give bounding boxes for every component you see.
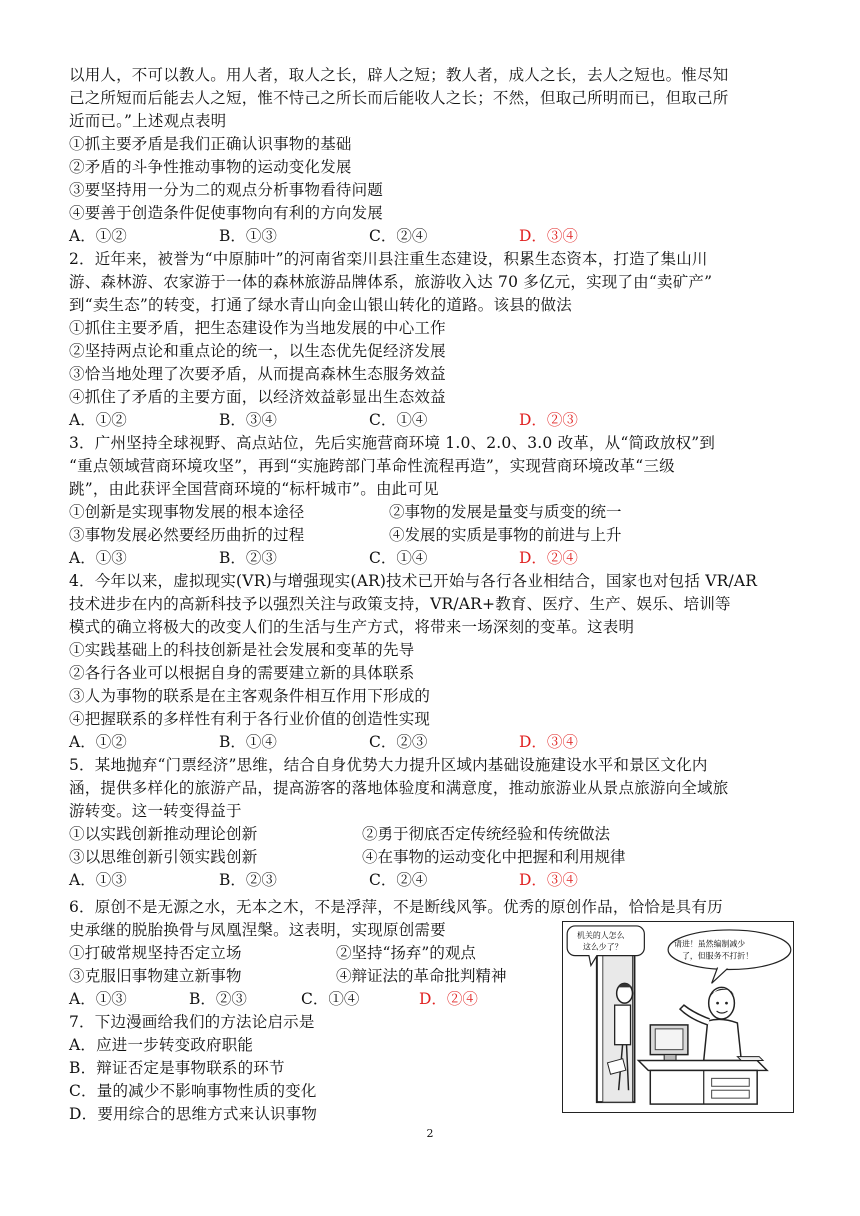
q4-option-d-answer: D．③④ <box>519 733 578 751</box>
q2-statement: ③恰当地处理了次要矛盾，从而提高森林生态服务效益 <box>69 365 446 383</box>
q6-statement: ④辩证法的革命批判精神 <box>336 967 507 985</box>
q5-option-c: C．②④ <box>369 871 428 889</box>
q6-option-d-answer: D．②④ <box>419 990 478 1008</box>
q2-option-d-answer: D．②③ <box>519 411 578 429</box>
q4-text-line: 模式的确立将极大的改变人们的生活与生产方式，将带来一场深刻的变革。这表明 <box>69 618 635 636</box>
q1-text-line: 以用人，不可以教人。用人者，取人之长，辟人之短；教人者，成人之长，去人之短也。惟尽知 <box>69 66 729 84</box>
q3-statement: ①创新是实现事物发展的根本途径 <box>69 503 305 521</box>
q7-option-c: C．量的减少不影响事物性质的变化 <box>69 1082 317 1100</box>
q4-text-line: 技术进步在内的高新科技予以强烈关注与政策支持，VR/AR+教育、医疗、生产、娱乐、培训等 <box>69 595 731 613</box>
q4-option-c: C．②③ <box>369 733 428 751</box>
q3-text-line: 3．广州坚持全球视野、高点站位，先后实施营商环境 1.0、2.0、3.0 改革，从“简政放权”到 <box>69 434 716 452</box>
q5-statement: ③以思维创新引领实践创新 <box>69 848 258 866</box>
q2-text-line: 到“卖生态”的转变，打通了绿水青山向金山银山转化的道路。该县的做法 <box>69 296 572 314</box>
q1-statement: ③要坚持用一分为二的观点分析事物看待问题 <box>69 181 384 199</box>
q5-text-line: 游转变。这一转变得益于 <box>69 802 242 820</box>
q5-statement: ④在事物的运动变化中把握和利用规律 <box>362 848 626 866</box>
q7-text-line: 7．下边漫画给我们的方法论启示是 <box>69 1013 315 1031</box>
q7-option-d: D．要用综合的思维方式来认识事物 <box>69 1105 318 1123</box>
q6-statement: ①打破常规坚持否定立场 <box>69 944 242 962</box>
q6-statement: ②坚持“扬弃”的观点 <box>336 944 476 962</box>
q7-option-b: B．辩证否定是事物联系的环节 <box>69 1059 285 1077</box>
q6-statement: ③克服旧事物建立新事物 <box>69 967 242 985</box>
q3-option-a: A．①③ <box>69 549 127 567</box>
q5-statement: ①以实践创新推动理论创新 <box>69 825 258 843</box>
q2-statement: ④抓住了矛盾的主要方面，以经济效益彰显出生态效益 <box>69 388 446 406</box>
cartoon-right-bubble-line: 了，但服务不打折！ <box>681 951 754 961</box>
q1-option-a: A．①② <box>69 227 127 245</box>
q1-statement: ④要善于创造条件促使事物向有利的方向发展 <box>69 204 384 222</box>
q5-statement: ②勇于彻底否定传统经验和传统做法 <box>362 825 611 843</box>
q3-text-line: “重点领域营商环境攻坚”，再到“实施跨部门革命性流程再造”，实现营商环境改革“三级 <box>69 457 675 475</box>
q5-option-a: A．①③ <box>69 871 127 889</box>
cartoon-right-bubble-line: 请进！虽然编制减少 <box>674 939 746 949</box>
q2-option-b: B．③④ <box>219 411 277 429</box>
q3-option-c: C．①④ <box>369 549 428 567</box>
q6-option-c: C．①④ <box>301 990 360 1008</box>
q2-text-line: 游、森林游、农家游于一体的森林旅游品牌体系，旅游收入达 70 多亿元，实现了由“卖矿产” <box>69 273 713 291</box>
cartoon-left-bubble-line: 机关的人怎么 <box>577 930 625 940</box>
cartoon-illustration <box>562 921 794 1113</box>
q5-option-d-answer: D．③④ <box>519 871 578 889</box>
q5-text-line: 涵，提供多样化的旅游产品，提高游客的落地体验度和满意度，推动旅游业从景点旅游向全域旅 <box>69 779 729 797</box>
q3-statement: ④发展的实质是事物的前进与上升 <box>389 526 622 544</box>
q5-text-line: 5．某地抛弃“门票经济”思维，结合自身优势大力提升区域内基础设施建设水平和景区文化内 <box>69 756 708 774</box>
q3-statement: ②事物的发展是量变与质变的统一 <box>389 503 622 521</box>
q1-text-line: 近而已。”上述观点表明 <box>69 112 227 130</box>
q5-option-b: B．②③ <box>219 871 277 889</box>
page-number: 2 <box>426 1127 434 1140</box>
q4-statement: ①实践基础上的科技创新是社会发展和变革的先导 <box>69 641 415 659</box>
q4-statement: ④把握联系的多样性有利于各行业价值的创造性实现 <box>69 710 431 728</box>
q2-option-c: C．①④ <box>369 411 428 429</box>
q6-option-b: B．②③ <box>189 990 247 1008</box>
cartoon-left-bubble-line: 这么少了？ <box>583 942 623 952</box>
q3-statement: ③事物发展必然要经历曲折的过程 <box>69 526 305 544</box>
q4-option-b: B．①④ <box>219 733 277 751</box>
q2-statement: ①抓住主要矛盾，把生态建设作为当地发展的中心工作 <box>69 319 446 337</box>
q4-statement: ②各行各业可以根据自身的需要建立新的具体联系 <box>69 664 415 682</box>
q2-text-line: 2．近年来，被誉为“中原肺叶”的河南省栾川县注重生态建设，积累生态资本，打造了集山川 <box>69 250 708 268</box>
q7-option-a: A．应进一步转变政府职能 <box>69 1036 254 1054</box>
q2-statement: ②坚持两点论和重点论的统一，以生态优先促经济发展 <box>69 342 446 360</box>
q6-text-line: 6．原创不是无源之水，无本之木，不是浮萍，不是断线风筝。优秀的原创作品，恰恰是具有历 <box>69 898 723 916</box>
q4-text-line: 4．今年以来，虚拟现实(VR)与增强现实(AR)技术已开始与各行各业相结合，国家也对包括 VR/AR <box>69 572 758 590</box>
q1-statement: ①抓主要矛盾是我们正确认识事物的基础 <box>69 135 352 153</box>
q1-option-c: C．②④ <box>369 227 428 245</box>
q4-statement: ③人为事物的联系是在主客观条件相互作用下形成的 <box>69 687 431 705</box>
q6-option-a: A．①③ <box>69 990 127 1008</box>
q4-option-a: A．①② <box>69 733 127 751</box>
q1-statement: ②矛盾的斗争性推动事物的运动变化发展 <box>69 158 352 176</box>
q1-option-d-answer: D．③④ <box>519 227 578 245</box>
q6-text-line: 史承继的脱胎换骨与凤凰涅槃。这表明，实现原创需要 <box>69 921 446 939</box>
q3-text-line: 跳”，由此获评全国营商环境的“标杆城市”。由此可见 <box>69 480 439 498</box>
q3-option-d-answer: D．②④ <box>519 549 578 567</box>
q1-option-b: B．①③ <box>219 227 277 245</box>
q3-option-b: B．②③ <box>219 549 277 567</box>
q2-option-a: A．①② <box>69 411 127 429</box>
q1-text-line: 己之所短而后能去人之短，惟不恃己之所长而后能收人之长；不然，但取己所明而已，但取己所 <box>69 89 729 107</box>
